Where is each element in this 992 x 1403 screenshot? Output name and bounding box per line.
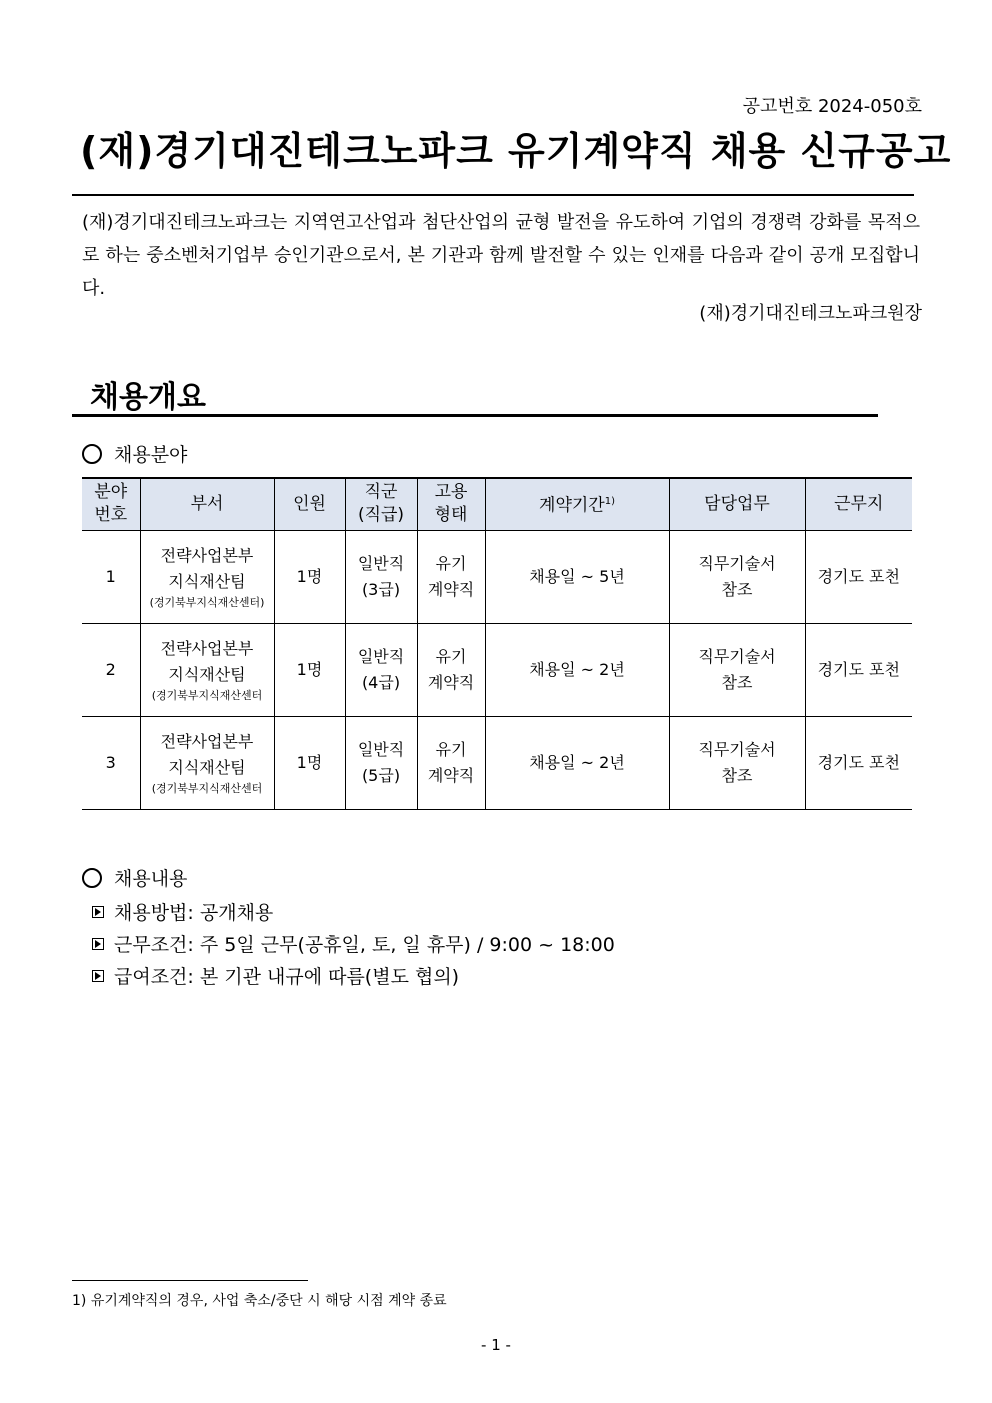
footnote-marker: 1) <box>604 496 615 508</box>
cell-no: 1 <box>82 530 140 623</box>
cell-count: 1명 <box>274 530 345 623</box>
cell-duty: 직무기술서 참조 <box>669 623 805 716</box>
section-heading: 채용개요 <box>90 380 206 415</box>
header-location: 근무지 <box>805 478 912 530</box>
bullet-icon <box>92 906 104 918</box>
circle-icon <box>82 868 102 888</box>
bullet-icon <box>92 938 104 950</box>
cell-no: 2 <box>82 623 140 716</box>
subheading-label: 채용내용 <box>114 868 188 890</box>
section-divider <box>72 414 878 417</box>
cell-type: 유기 계약직 <box>417 530 485 623</box>
header-type: 고용 형태 <box>417 478 485 530</box>
cell-period: 채용일 ~ 2년 <box>485 623 669 716</box>
header-duty: 담당업무 <box>669 478 805 530</box>
cell-period: 채용일 ~ 2년 <box>485 716 669 809</box>
header-dept: 부서 <box>140 478 274 530</box>
cell-grade: 일반직 (4급) <box>345 623 417 716</box>
cell-location: 경기도 포천 <box>805 530 912 623</box>
recruitment-table <box>82 477 912 810</box>
table-row <box>82 623 912 716</box>
cell-location: 경기도 포천 <box>805 623 912 716</box>
page-number: - 1 - <box>481 1336 511 1354</box>
cell-grade: 일반직 (5급) <box>345 716 417 809</box>
signature: (재)경기대진테크노파크원장 <box>699 303 922 324</box>
cell-count: 1명 <box>274 623 345 716</box>
bullet-icon <box>92 970 104 982</box>
cell-type: 유기 계약직 <box>417 716 485 809</box>
header-period: 계약기간$^{1)}$ <box>485 478 669 530</box>
subheading-label: 채용분야 <box>114 444 188 466</box>
intro-paragraph: (재)경기대진테크노파크는 지역연고산업과 첨단산업의 균형 발전을 유도하여 기업의 경쟁력 강화를 목적으로 하는 중소벤처기업부 승인기관으로서, 본 기관과 함께 발전할 수 있는 인재를 다음과 같이 공개 모집합니다. <box>82 212 920 299</box>
cell-type: 유기 계약직 <box>417 623 485 716</box>
circle-icon <box>82 444 102 464</box>
detail-conditions <box>92 930 615 957</box>
cell-grade: 일반직 (3급) <box>345 530 417 623</box>
cell-duty: 직무기술서 참조 <box>669 530 805 623</box>
table-row <box>82 530 912 623</box>
cell-period: 채용일 ~ 5년 <box>485 530 669 623</box>
subheading-recruit-fields <box>82 440 187 467</box>
detail-text: 근무조건: 주 5일 근무(공휴일, 토, 일 휴무) / 9:00 ~ 18:00 <box>114 934 615 956</box>
footnote-divider <box>72 1280 308 1281</box>
header-no: 분야 번호 <box>82 478 140 530</box>
detail-text: 채용방법: 공개채용 <box>114 902 274 924</box>
detail-text: 급여조건: 본 기관 내규에 따름(별도 협의) <box>114 966 460 988</box>
header-grade: 직군 (직급) <box>345 478 417 530</box>
document-title: (재)경기대진테크노파크 유기계약직 채용 신규공고 <box>80 129 952 173</box>
cell-dept: 전략사업본부 지식재산팀 (경기북부지식재산센터) <box>140 530 274 623</box>
table-header-row <box>82 478 912 530</box>
title-divider <box>72 194 914 196</box>
cell-dept: 전략사업본부 지식재산팀 (경기북부지식재산센터 <box>140 716 274 809</box>
cell-dept: 전략사업본부 지식재산팀 (경기북부지식재산센터 <box>140 623 274 716</box>
subheading-recruit-details <box>82 864 187 891</box>
detail-salary <box>92 962 459 989</box>
cell-no: 3 <box>82 716 140 809</box>
cell-count: 1명 <box>274 716 345 809</box>
cell-duty: 직무기술서 참조 <box>669 716 805 809</box>
cell-location: 경기도 포천 <box>805 716 912 809</box>
table-row <box>82 716 912 809</box>
header-count: 인원 <box>274 478 345 530</box>
detail-method <box>92 898 273 925</box>
notice-number: 공고번호 2024-050호 <box>742 96 922 117</box>
footnote: 1) 유기계약직의 경우, 사업 축소/중단 시 해당 시점 계약 종료 <box>72 1293 447 1309</box>
